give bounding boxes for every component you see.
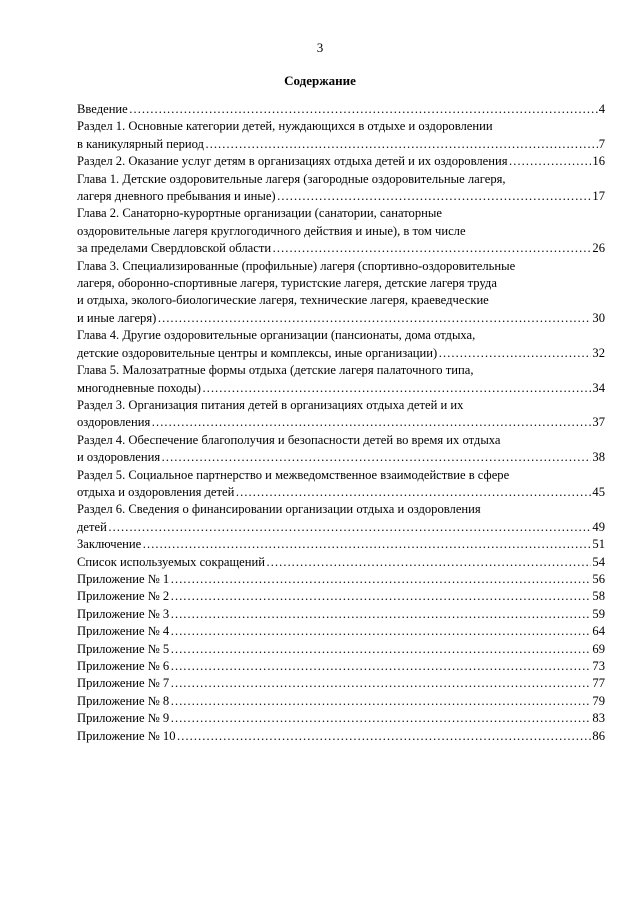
toc-entry-text: Приложение № 2 bbox=[77, 589, 170, 604]
dot-leader bbox=[170, 606, 591, 623]
toc-page-number: 4 bbox=[598, 102, 605, 116]
toc-entry-line: Глава 5. Малозатратные формы отдыха (детские лагеря палаточного типа, bbox=[77, 363, 474, 378]
toc-entry-last-line bbox=[77, 101, 605, 118]
toc-entry-text: Приложение № 1 bbox=[77, 571, 170, 586]
toc-entry[interactable] bbox=[77, 693, 605, 710]
toc-entry[interactable] bbox=[77, 101, 605, 118]
dot-leader bbox=[438, 345, 591, 362]
toc-page-number: 32 bbox=[592, 345, 605, 360]
toc-entry-text: оздоровления bbox=[77, 415, 151, 430]
toc-entry[interactable] bbox=[77, 588, 605, 605]
toc-page-number: 45 bbox=[592, 484, 605, 499]
toc-entry-last-line bbox=[77, 153, 605, 170]
toc-entry-last-line bbox=[77, 240, 605, 257]
toc-entry[interactable] bbox=[77, 728, 605, 745]
toc-page-number: 54 bbox=[592, 554, 605, 569]
toc-page-number: 64 bbox=[592, 624, 605, 639]
toc-page-number: 30 bbox=[592, 310, 605, 325]
toc-entry-last-line bbox=[77, 136, 605, 153]
toc-entry-line: Раздел 4. Обеспечение благополучия и безопасности детей во время их отдыха bbox=[77, 432, 501, 447]
toc-entry-line: Глава 1. Детские оздоровительные лагеря (загородные оздоровительные лагеря, bbox=[77, 171, 506, 186]
toc-entry[interactable] bbox=[77, 536, 605, 553]
dot-leader bbox=[202, 380, 591, 397]
toc-entry-last-line bbox=[77, 188, 605, 205]
toc-entry[interactable] bbox=[77, 606, 605, 623]
dot-leader bbox=[170, 675, 591, 692]
dot-leader bbox=[170, 641, 591, 658]
toc-page-number: 79 bbox=[592, 693, 605, 708]
toc-entry-text: и иные лагеря) bbox=[77, 310, 157, 325]
toc-entry-text: Раздел 2. Оказание услуг детям в организациях отдыха детей и их оздоровления bbox=[77, 154, 508, 169]
toc-entry-last-line bbox=[77, 519, 605, 536]
toc-entry[interactable] bbox=[77, 118, 605, 153]
toc-entry-text: многодневные походы) bbox=[77, 380, 201, 395]
toc-entry[interactable] bbox=[77, 710, 605, 727]
toc-entry-last-line bbox=[77, 623, 605, 640]
toc-entry-last-line bbox=[77, 484, 605, 501]
toc-entry-last-line bbox=[77, 588, 605, 605]
toc-entry[interactable] bbox=[77, 675, 605, 692]
toc-entry-text: и оздоровления bbox=[77, 450, 161, 465]
dot-leader bbox=[170, 658, 591, 675]
toc-entry-text: Приложение № 6 bbox=[77, 659, 170, 673]
toc-entry-text: детские оздоровительные центры и комплексы, иные организации) bbox=[77, 345, 438, 360]
toc-entry-line: Раздел 5. Социальное партнерство и межведомственное взаимодействие в сфере bbox=[77, 467, 510, 482]
toc-page-number: 73 bbox=[592, 659, 605, 673]
toc-entry[interactable] bbox=[77, 171, 605, 206]
toc-entry-line: и отдыха, эколого-биологические лагеря, технические лагеря, краеведческие bbox=[77, 293, 489, 308]
toc-page-number: 49 bbox=[592, 519, 605, 534]
toc-entry-last-line bbox=[77, 536, 605, 553]
toc-entry-last-line bbox=[77, 658, 605, 675]
toc-entry-last-line bbox=[77, 449, 605, 466]
dot-leader bbox=[129, 101, 598, 118]
toc-entry-line: оздоровительные лагеря круглогодичного действия и иные), в том числе bbox=[77, 223, 466, 238]
dot-leader bbox=[277, 188, 592, 205]
toc-page-number: 58 bbox=[592, 589, 605, 604]
dot-leader bbox=[509, 153, 592, 170]
toc-entry[interactable] bbox=[77, 467, 605, 502]
dot-leader bbox=[170, 588, 591, 605]
toc-page-number: 56 bbox=[592, 571, 605, 586]
toc-entry-last-line bbox=[77, 606, 605, 623]
toc-entry[interactable] bbox=[77, 571, 605, 588]
dot-leader bbox=[157, 310, 591, 327]
toc-entry[interactable] bbox=[77, 362, 605, 397]
dot-leader bbox=[266, 554, 591, 571]
toc-entry-last-line bbox=[77, 345, 605, 362]
toc-entry-text: Приложение № 7 bbox=[77, 676, 170, 691]
toc-entry-last-line bbox=[77, 414, 605, 431]
toc-entry-line: Глава 4. Другие оздоровительные организации (пансионаты, дома отдыха, bbox=[77, 328, 476, 343]
toc-entry-last-line bbox=[77, 380, 605, 397]
dot-leader bbox=[170, 623, 591, 640]
toc-page-number: 86 bbox=[592, 728, 605, 743]
toc-entry-text: Приложение № 8 bbox=[77, 693, 170, 708]
toc-page-number: 17 bbox=[592, 189, 605, 204]
toc-page-number: 59 bbox=[592, 606, 605, 621]
toc-entry-text: отдыха и оздоровления детей bbox=[77, 484, 235, 499]
dot-leader bbox=[151, 414, 591, 431]
toc-title: Содержание bbox=[284, 73, 356, 88]
toc-entry[interactable] bbox=[77, 205, 605, 257]
toc-page-number: 51 bbox=[592, 537, 605, 552]
toc-entry-last-line bbox=[77, 571, 605, 588]
toc-entry[interactable] bbox=[77, 554, 605, 571]
toc-entry-last-line bbox=[77, 710, 605, 727]
toc-entry[interactable] bbox=[77, 327, 605, 362]
toc-entry-text: детей bbox=[77, 519, 107, 534]
toc-page-number: 83 bbox=[592, 711, 605, 726]
toc-entry-last-line bbox=[77, 728, 605, 745]
toc-entry-line: Глава 3. Специализированные (профильные) лагеря (спортивно-оздоровительные bbox=[77, 258, 516, 273]
table-of-contents bbox=[77, 101, 605, 745]
toc-entry-last-line bbox=[77, 554, 605, 571]
dot-leader bbox=[272, 240, 591, 257]
toc-entry-text: Приложение № 9 bbox=[77, 711, 170, 726]
toc-entry-line: Раздел 3. Организация питания детей в организациях отдыха детей и их bbox=[77, 397, 464, 412]
toc-entry-text: Заключение bbox=[77, 537, 142, 552]
toc-entry-line: лагеря, оборонно-спортивные лагеря, туристские лагеря, детские лагеря труда bbox=[77, 276, 497, 291]
toc-entry-last-line bbox=[77, 641, 605, 658]
toc-page-number: 77 bbox=[592, 676, 605, 691]
toc-entry-text: Приложение № 3 bbox=[77, 606, 170, 621]
dot-leader bbox=[205, 136, 598, 153]
toc-entry[interactable] bbox=[77, 623, 605, 640]
toc-entry[interactable] bbox=[77, 153, 605, 170]
dot-leader bbox=[170, 693, 591, 710]
toc-entry-text: Приложение № 10 bbox=[77, 728, 176, 743]
dot-leader bbox=[108, 519, 592, 536]
toc-entry-text: Приложение № 4 bbox=[77, 624, 170, 639]
toc-entry-last-line bbox=[77, 693, 605, 710]
page-number: 3 bbox=[316, 40, 324, 55]
toc-entry[interactable] bbox=[77, 397, 605, 432]
toc-entry-text: за пределами Свердловской области bbox=[77, 241, 272, 256]
toc-entry[interactable] bbox=[77, 432, 605, 467]
dot-leader bbox=[142, 536, 591, 553]
toc-entry[interactable] bbox=[77, 258, 605, 328]
toc-page-number: 38 bbox=[592, 450, 605, 465]
toc-page-number: 26 bbox=[592, 241, 605, 256]
toc-entry[interactable] bbox=[77, 658, 605, 675]
dot-leader bbox=[235, 484, 591, 501]
dot-leader bbox=[177, 728, 592, 745]
toc-entry-text: Список используемых сокращений bbox=[77, 554, 265, 569]
dot-leader bbox=[170, 571, 591, 588]
toc-page-number: 34 bbox=[592, 380, 605, 395]
toc-page-number: 69 bbox=[592, 641, 605, 656]
toc-entry-text: лагеря дневного пребывания и иные) bbox=[77, 189, 276, 204]
toc-entry-text: в каникулярный период bbox=[77, 136, 204, 151]
toc-entry-text: Приложение № 5 bbox=[77, 641, 170, 656]
dot-leader bbox=[161, 449, 591, 466]
toc-page-number: 7 bbox=[598, 136, 605, 151]
toc-entry-line: Глава 2. Санаторно-курортные организации (санатории, санаторные bbox=[77, 206, 442, 221]
toc-page-number: 16 bbox=[592, 154, 605, 169]
toc-entry-last-line bbox=[77, 675, 605, 692]
toc-entry[interactable] bbox=[77, 501, 605, 536]
toc-entry-text: Введение bbox=[77, 102, 128, 116]
toc-entry-line: Раздел 1. Основные категории детей, нуждающихся в отдыхе и оздоровлении bbox=[77, 119, 493, 134]
toc-entry[interactable] bbox=[77, 641, 605, 658]
toc-page-number: 37 bbox=[592, 415, 605, 430]
toc-entry-last-line bbox=[77, 310, 605, 327]
dot-leader bbox=[170, 710, 591, 727]
toc-entry-line: Раздел 6. Сведения о финансировании организации отдыха и оздоровления bbox=[77, 502, 481, 517]
